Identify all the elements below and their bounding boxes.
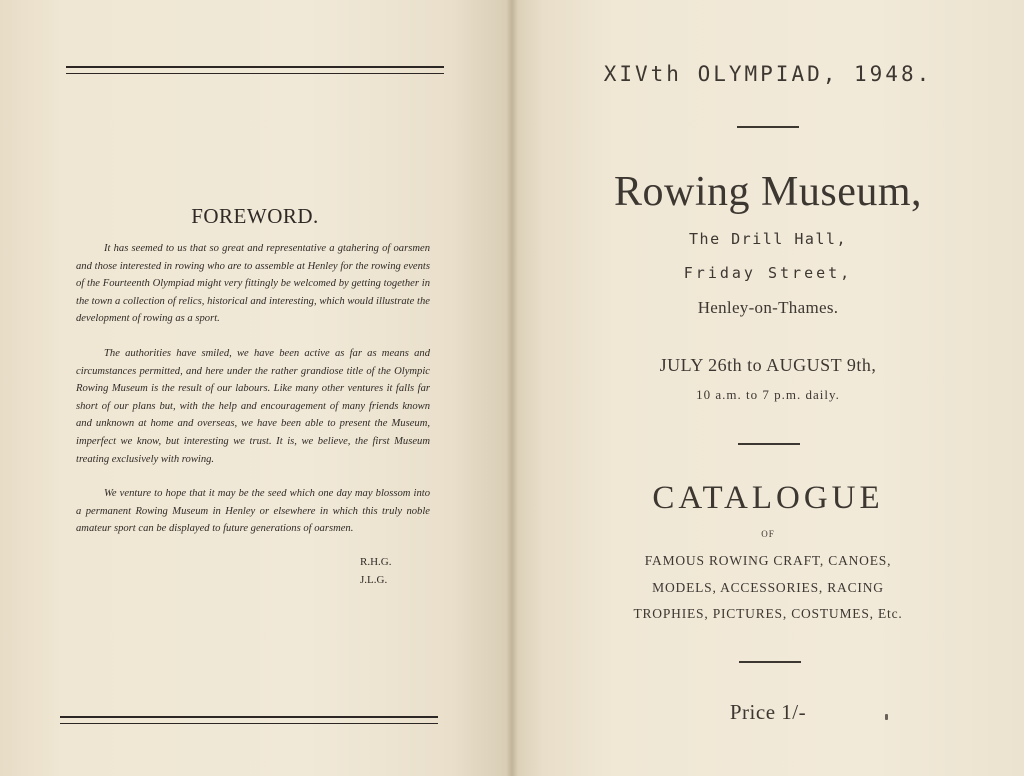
divider-1 [737, 126, 799, 128]
catalogue-line-2: MODELS, ACCESSORIES, RACING [652, 580, 884, 595]
catalogue-heading: CATALOGUE [652, 480, 884, 516]
foreword-body [76, 240, 430, 555]
book-gutter [506, 0, 518, 776]
catalogue-line-1: FAMOUS ROWING CRAFT, CANOES, [644, 553, 892, 568]
foreword-paragraph-1: It has seemed to us that so great and representative a gtahering of oarsmen and those interested in rowing who are to assemble at Henley for the rowing events of the Fourteenth Olympiad might very fittingly be welcomed by getting together in the town a collection of relics, historical and interesting, which would illustrate the development of rowing as a sport. [76, 243, 430, 325]
address-line-3: Henley-on-Thames. [697, 298, 839, 317]
exhibition-dates: JULY 26th to AUGUST 9th, [659, 355, 877, 375]
ink-mark [885, 714, 888, 720]
initials-2: J.L.G. [360, 574, 388, 586]
bottom-double-rule [60, 716, 438, 724]
opening-hours: 10 a.m. to 7 p.m. daily. [696, 387, 840, 402]
address-line-1: The Drill Hall, [689, 230, 847, 248]
initials-1: R.H.G. [360, 556, 392, 568]
olympiad-heading: XIVth OLYMPIAD, 1948. [603, 62, 933, 86]
of-label: OF [761, 529, 775, 539]
foreword-paragraph-2: The authorities have smiled, we have been active as far as means and circumstances permitted, and here under the rather grandiose title of the Olympic Rowing Museum is the result of our labours. Like many other ventures it falls far short of our plans but, with the help and encouragement of many friends known and unknown at home and overseas, we have been able to present the Museum, imperfect we know, but interesting we trust. It is, we believe, the first Museum treating exclusively with rowing. [76, 347, 430, 465]
foreword-paragraph-3: We venture to hope that it may be the seed which one day may blossom into a permanent Rowing Museum in Henley or elsewhere in which this truly noble amateur sport can be displayed to future generations of oarsmen. [76, 488, 430, 535]
divider-3 [739, 661, 801, 663]
museum-title: Rowing Museum, [613, 169, 922, 215]
signatories [360, 553, 430, 589]
price-label: Price 1/- [729, 700, 807, 724]
foreword-heading: FOREWORD. [191, 204, 319, 228]
divider-2 [738, 443, 800, 445]
catalogue-line-3: TROPHIES, PICTURES, COSTUMES, Etc. [633, 606, 903, 621]
address-line-2: Friday Street, [683, 264, 853, 282]
top-double-rule [66, 66, 444, 74]
